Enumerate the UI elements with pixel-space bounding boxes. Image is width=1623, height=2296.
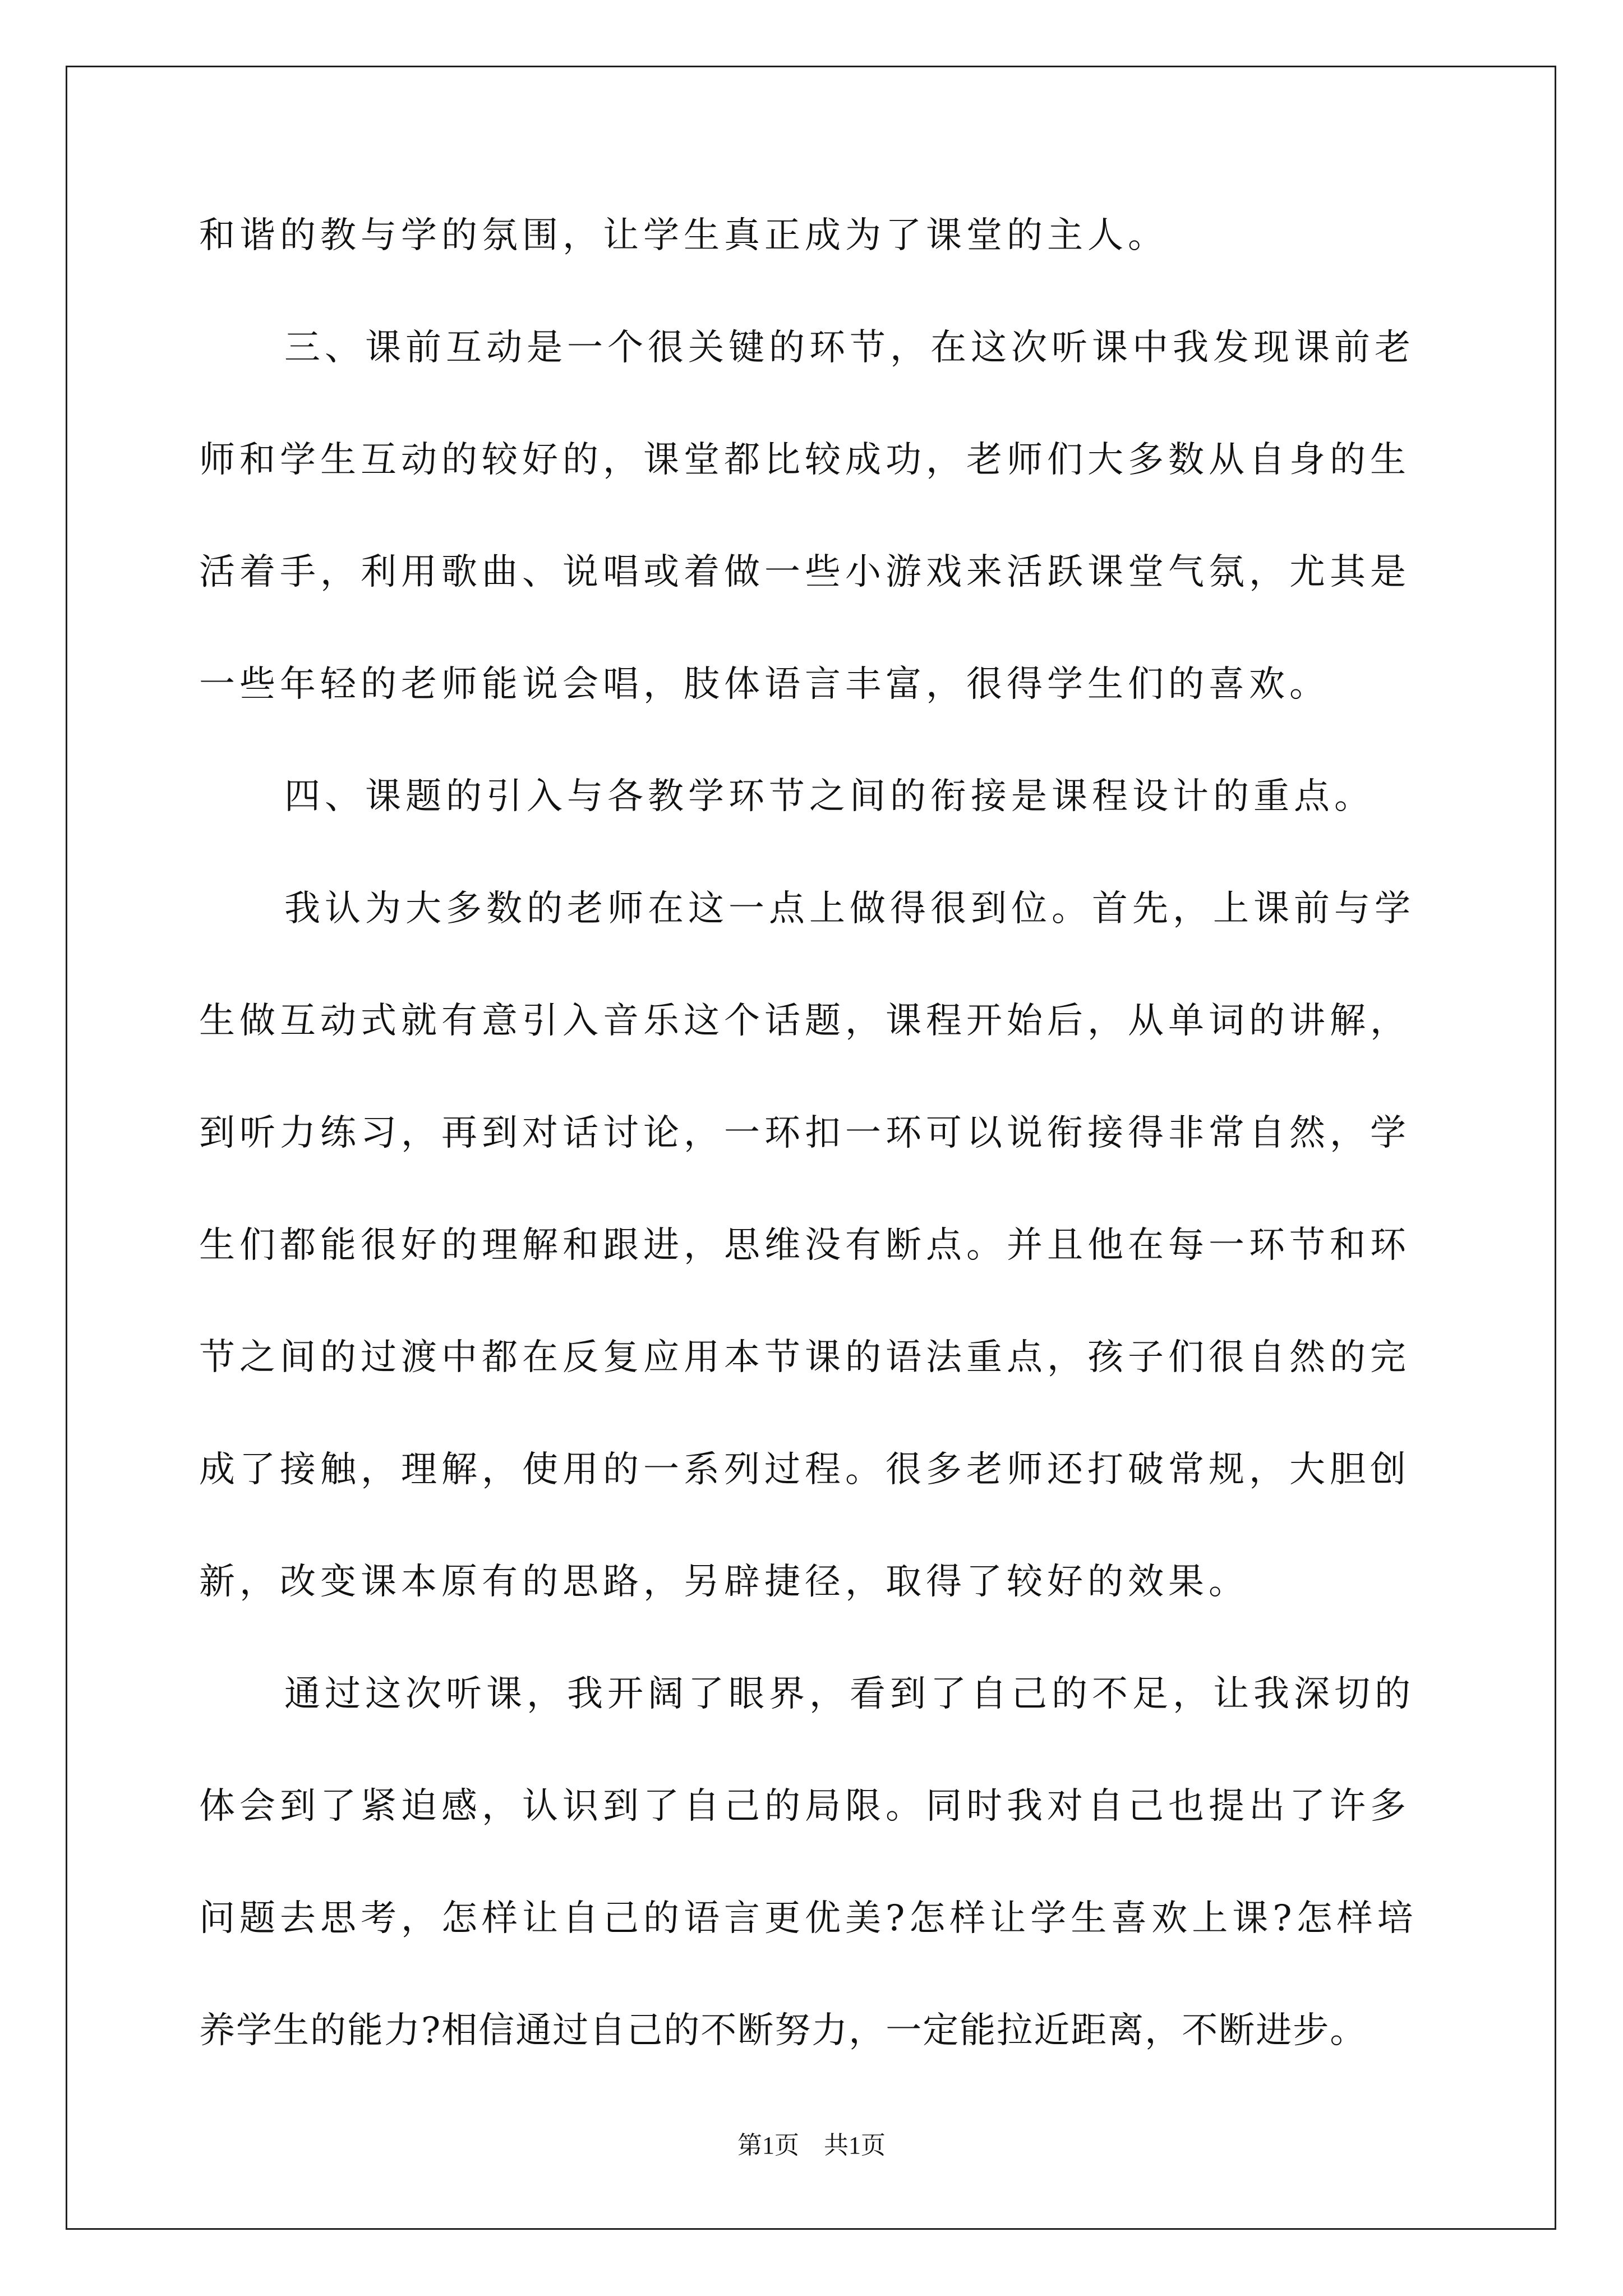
text-line: 问题去思考，怎样让自己的语言更优美?怎样让学生喜欢上课?怎样培 xyxy=(199,1898,1418,1939)
text-line: 养学生的能力?相信通过自己的不断努力，一定能拉近距离，不断进步。 xyxy=(199,2010,1367,2051)
text-line: 体会到了紧迫感，认识到了自己的局限。同时我对自己也提出了许多 xyxy=(199,1786,1410,1827)
text-line: 成了接触，理解，使用的一系列过程。很多老师还打破常规，大胆创 xyxy=(199,1449,1410,1490)
text-line: 师和学生互动的较好的，课堂都比较成功，老师们大多数从自身的生 xyxy=(199,439,1410,481)
text-line: 和谐的教与学的氛围，让学生真正成为了课堂的主人。 xyxy=(199,215,1168,256)
text-line: 一些年轻的老师能说会唱，肢体语言丰富，很得学生们的喜欢。 xyxy=(199,664,1330,705)
paragraph-start-line: 三、课前互动是一个很关键的环节，在这次听课中我发现课前老 xyxy=(284,327,1415,369)
paragraph-start-line: 通过这次听课，我开阔了眼界，看到了自己的不足，让我深切的 xyxy=(284,1673,1415,1715)
paragraph-start-line: 我认为大多数的老师在这一点上做得很到位。首先，上课前与学 xyxy=(284,888,1415,930)
text-line: 节之间的过渡中都在反复应用本节课的语法重点，孩子们很自然的完 xyxy=(199,1337,1410,1378)
text-line: 到听力练习，再到对话讨论，一环扣一环可以说衔接得非常自然，学 xyxy=(199,1112,1410,1154)
text-line: 生做互动式就有意引入音乐这个话题，课程开始后，从单词的讲解， xyxy=(199,1000,1410,1042)
text-line: 活着手，利用歌曲、说唱或着做一些小游戏来活跃课堂气氛，尤其是 xyxy=(199,551,1410,593)
text-line: 生们都能很好的理解和跟进，思维没有断点。并且他在每一环节和环 xyxy=(199,1225,1410,1266)
document-body xyxy=(199,202,1427,2109)
page-footer: 第1页 共1页 xyxy=(737,2132,886,2159)
text-line: 新，改变课本原有的思路，另辟捷径，取得了较好的效果。 xyxy=(199,1561,1249,1603)
paragraph-start-line: 四、课题的引入与各教学环节之间的衔接是课程设计的重点。 xyxy=(284,776,1375,817)
